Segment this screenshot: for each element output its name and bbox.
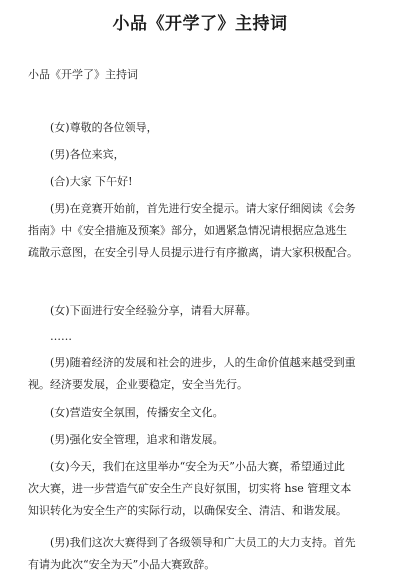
paragraph-line: 次大赛，进一步营造气矿安全生产良好氛围，切实将 hse 管理文本 — [28, 482, 352, 495]
paragraph — [50, 117, 385, 139]
paragraph — [28, 456, 385, 522]
paragraph-line: (男)强化安全管理，追求和谐发展。 — [50, 433, 224, 446]
paragraph — [28, 352, 385, 396]
paragraph-line: (女)今天，我们在这里举办“安全为天”小品大赛，希望通过此 — [50, 460, 345, 473]
paragraph-line: 疏散示意图，在安全引导人员提示进行有序撤离，请大家积极配合。 — [28, 246, 358, 259]
paragraph-line: 指南》中《安全措施及预案》部分，如遇紧急情况请根据应急逃生 — [28, 224, 347, 237]
paragraph-line: 有请为此次“安全为天”小品大赛致辞。 — [28, 558, 216, 571]
paragraph-line: 知识转化为安全生产的实际行动，以确保安全、清洁、和谐发展。 — [28, 504, 347, 517]
paragraph-line: (合)大家 下午好! — [50, 175, 133, 188]
paragraph — [28, 532, 385, 576]
paragraph-line: (女)营造安全氛围，传播安全文化。 — [50, 406, 224, 419]
paragraph-line: (男)在竞赛开始前，首先进行安全提示。请大家仔细阅读《会务 — [50, 202, 356, 215]
paragraph-line: 视。经济要发展，企业要稳定，安全当先行。 — [28, 378, 248, 391]
paragraph — [50, 402, 385, 424]
document-title: 小品《开学了》主持词 — [112, 14, 288, 34]
paragraph-line: (男)我们这次大赛得到了各级领导和广大员工的大力支持。首先 — [50, 536, 356, 549]
paragraph — [50, 171, 385, 193]
document-subtitle: 小品《开学了》主持词 — [28, 68, 138, 81]
paragraph-line: (男)随着经济的发展和社会的进步，人的生命价值越来越受到重 — [50, 356, 356, 369]
paragraph — [50, 300, 385, 322]
paragraph — [50, 326, 385, 348]
paragraph — [50, 144, 385, 166]
paragraph-line: …… — [50, 330, 72, 343]
paragraph-line: (女)下面进行安全经验分享，请看大屏幕。 — [50, 304, 257, 317]
paragraph-line: (男)各位来宾， — [50, 148, 125, 161]
paragraph — [50, 429, 385, 451]
paragraph-line: (女)尊敬的各位领导， — [50, 121, 158, 134]
paragraph — [28, 198, 385, 264]
